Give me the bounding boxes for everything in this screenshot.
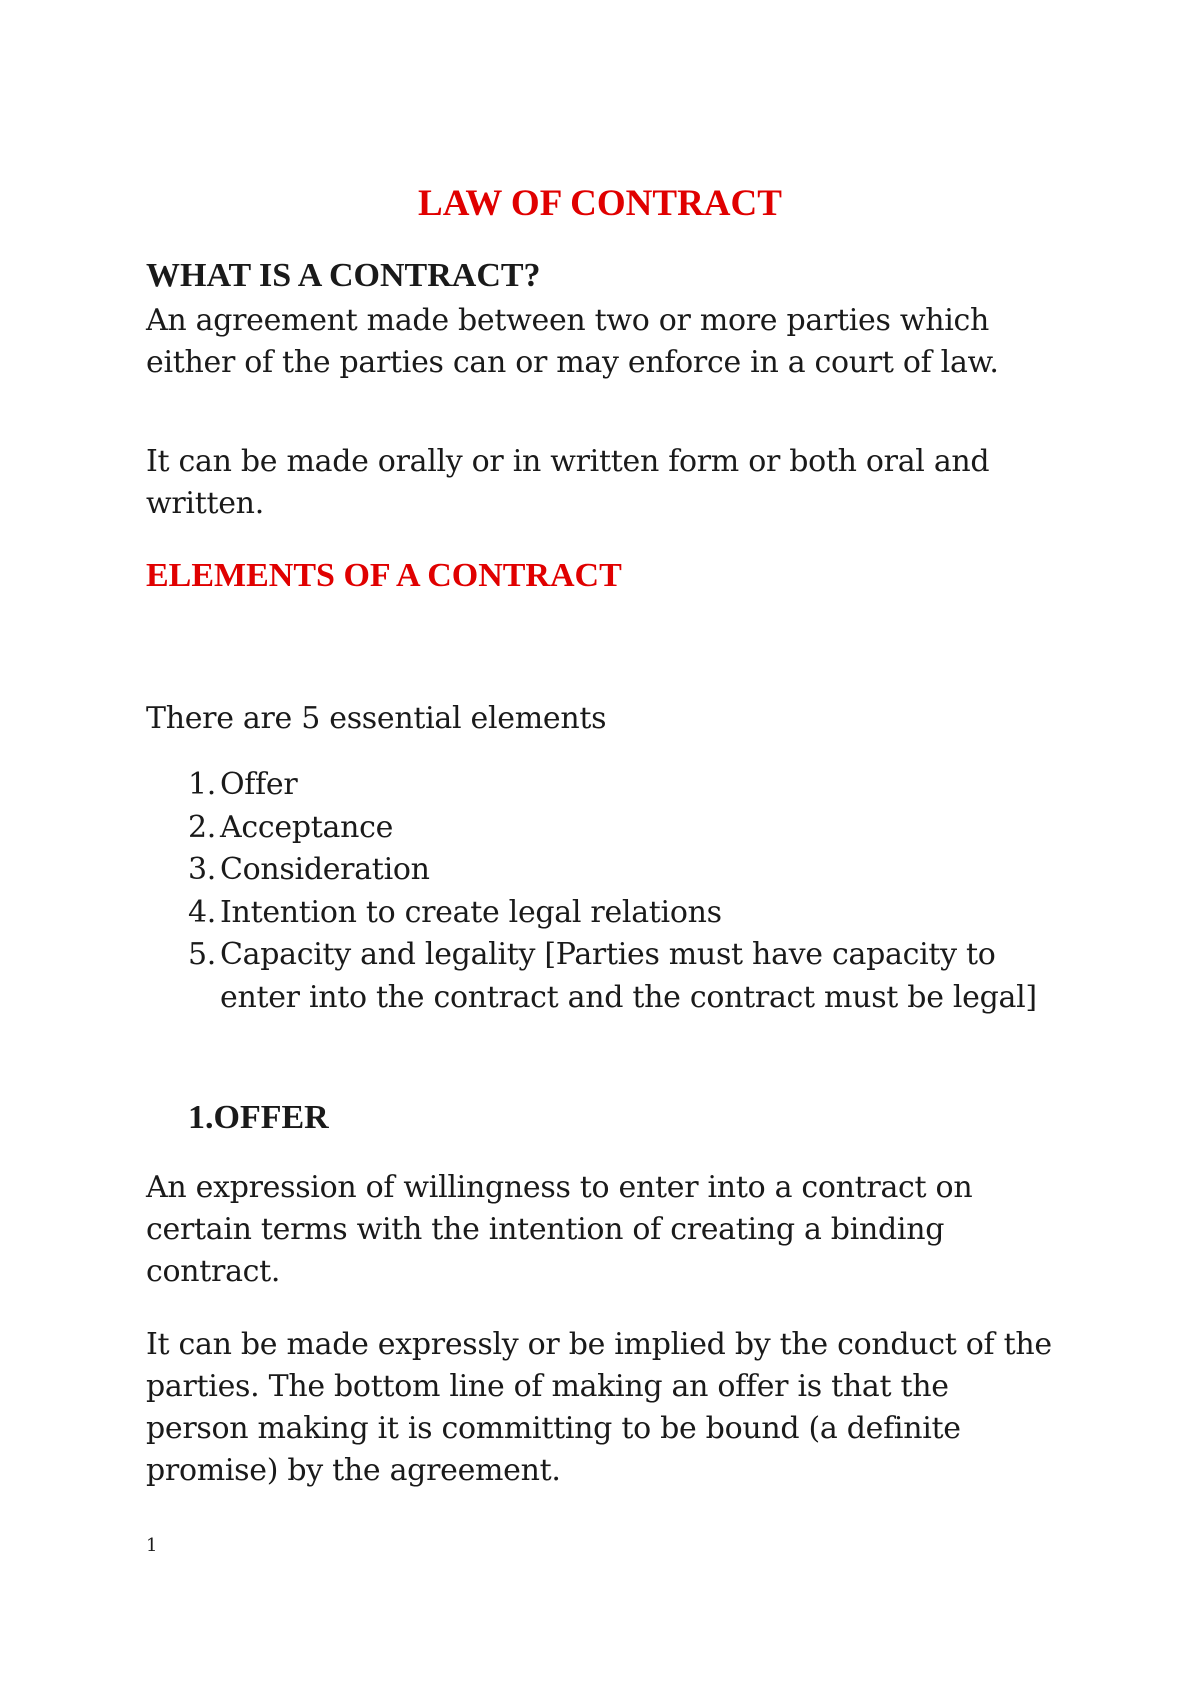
elements-list bbox=[146, 764, 1046, 1019]
list-item bbox=[146, 849, 1046, 892]
list-item-number: 1. bbox=[188, 767, 217, 802]
list-item bbox=[146, 892, 1046, 935]
list-item-text: Offer bbox=[220, 767, 298, 802]
paragraph-elements-intro: There are 5 essential elements bbox=[146, 701, 607, 736]
paragraph-definition: An agreement made between two or more parties which either of the parties can or may enforce in a court of law. bbox=[146, 303, 999, 380]
paragraph-offer-bottom-line: It can be made expressly or be implied by the conduct of the parties. The bottom line of making an offer is that the person making it is committing to be bound (a definite promise) by the agreement. bbox=[146, 1327, 1052, 1488]
document-title: LAW OF CONTRACT bbox=[418, 183, 782, 224]
page-number: 1 bbox=[146, 1535, 158, 1556]
list-item-number: 2. bbox=[188, 809, 217, 845]
section-heading-elements: ELEMENTS OF A CONTRACT bbox=[146, 557, 622, 594]
list-item-number: 3. bbox=[188, 852, 217, 887]
paragraph-offer-definition: An expression of willingness to enter into a contract on certain terms with the intention of creating a binding contract. bbox=[146, 1170, 973, 1289]
list-item-number: 5. bbox=[188, 937, 217, 972]
paragraph-forms: It can be made orally or in written form or both oral and written. bbox=[146, 444, 990, 521]
list-item-text: Consideration bbox=[220, 852, 430, 887]
list-item-text: Intention to create legal relations bbox=[220, 894, 722, 930]
list-item-text: Capacity and legality [Parties must have capacity to enter into the contract and the contract must be legal] bbox=[220, 937, 1037, 1015]
list-item-number: 4. bbox=[188, 894, 217, 930]
section-heading-offer: 1.OFFER bbox=[188, 1099, 329, 1136]
list-item bbox=[146, 807, 1046, 850]
section-heading-what-is-contract: WHAT IS A CONTRACT? bbox=[146, 257, 541, 294]
list-item bbox=[146, 764, 1046, 807]
list-item-text: Acceptance bbox=[220, 809, 394, 845]
list-item bbox=[146, 934, 1046, 1019]
